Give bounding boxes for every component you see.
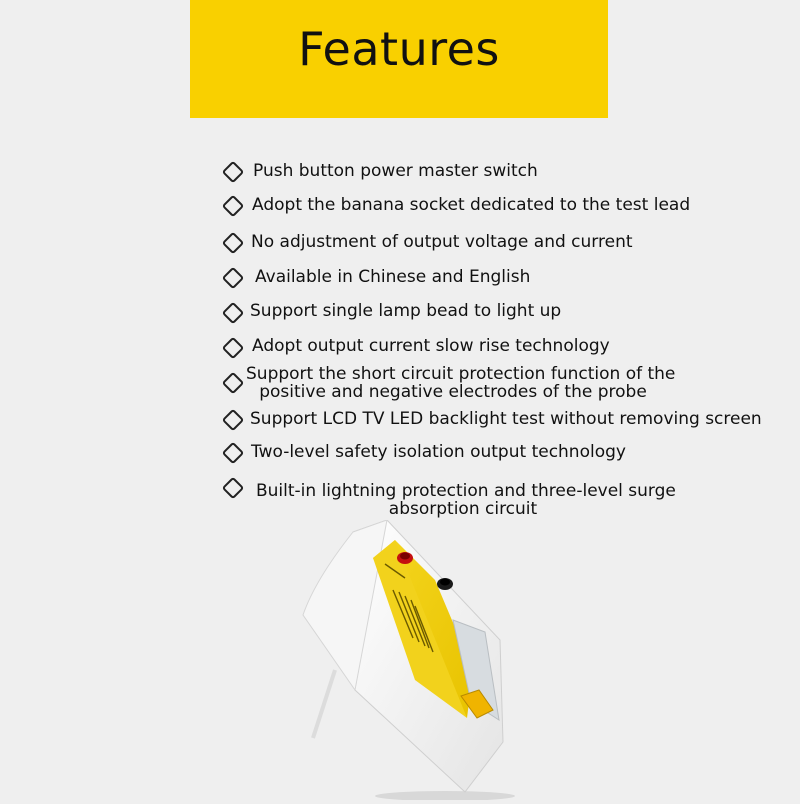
diamond-bullet-icon bbox=[222, 337, 245, 360]
feature-text: Push button power master switch bbox=[253, 161, 538, 181]
diamond-bullet-icon bbox=[222, 372, 245, 395]
feature-text: Support single lamp bead to light up bbox=[250, 301, 562, 321]
diamond-bullet-icon bbox=[222, 161, 245, 184]
feature-text-line: positive and negative electrodes of the probe bbox=[259, 382, 647, 402]
feature-text: Two-level safety isolation output technology bbox=[251, 442, 626, 462]
feature-text: Adopt the banana socket dedicated to the test lead bbox=[252, 195, 691, 215]
feature-text: Support LCD TV LED backlight test without removing screen bbox=[250, 409, 762, 429]
page-title: Features bbox=[298, 22, 500, 76]
feature-text: No adjustment of output voltage and current bbox=[251, 232, 633, 252]
feature-text: Adopt output current slow rise technology bbox=[252, 336, 610, 356]
black-socket-hole bbox=[440, 579, 450, 586]
led-tester-device-image bbox=[295, 520, 525, 800]
diamond-bullet-icon bbox=[222, 442, 245, 465]
feature-text-line: Support the short circuit protection function of the bbox=[246, 364, 676, 384]
feature-text-line: Built-in lightning protection and three-level surge bbox=[256, 481, 676, 501]
diamond-bullet-icon bbox=[222, 477, 245, 500]
diamond-bullet-icon bbox=[222, 232, 245, 255]
diamond-bullet-icon bbox=[222, 409, 245, 432]
stand-leg bbox=[313, 670, 335, 738]
shadow bbox=[375, 791, 515, 800]
feature-text-line: absorption circuit bbox=[388, 499, 538, 519]
feature-text: Available in Chinese and English bbox=[255, 267, 531, 287]
diamond-bullet-icon bbox=[222, 267, 245, 290]
red-socket-hole bbox=[400, 553, 410, 560]
device-illustration bbox=[295, 520, 525, 800]
diamond-bullet-icon bbox=[222, 195, 245, 218]
diamond-bullet-icon bbox=[222, 302, 245, 325]
